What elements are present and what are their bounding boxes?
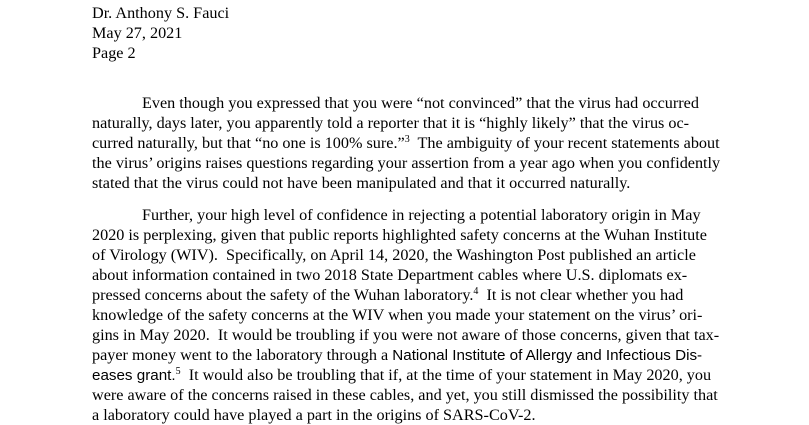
letter-header <box>92 3 229 63</box>
paragraph-line: knowledge of the safety concerns at the WIV when you made your statement on the virus’ ori- <box>92 306 703 324</box>
footnote-ref-4: 4 <box>473 286 479 297</box>
paragraph-line: were aware of the concerns raised in these cables, and yet, you still dismissed the possibility that <box>92 386 718 404</box>
nih-grant-link-continued[interactable]: eases grant. <box>92 367 176 384</box>
paragraph-line: the virus’ origins raises questions regarding your assertion from a year ago when you confidently <box>92 154 721 172</box>
paragraph-line <box>92 285 732 305</box>
paragraph-line: of Virology (WIV). Specifically, on April 14, 2020, the Washington Post published an article <box>92 246 696 264</box>
text-span: It would also be troubling that if, at the time of your statement in May 2020, you <box>180 366 712 384</box>
paragraph-2 <box>92 205 732 425</box>
text-span: payer money went to the laboratory through a <box>92 346 393 364</box>
paragraph-line: Further, your high level of confidence in rejecting a potential laboratory origin in May <box>142 206 701 224</box>
paragraph-line: Even though you expressed that you were “not convinced” that the virus had occurred <box>142 94 699 112</box>
text-span: It is not clear whether you had <box>478 286 684 304</box>
paragraph-line: a laboratory could have played a part in the origins of SARS-CoV-2. <box>92 406 536 424</box>
page-number: Page 2 <box>92 44 136 62</box>
paragraph-line: gins in May 2020. It would be troubling if you were not aware of those concerns, given that tax- <box>92 326 720 344</box>
footnote-ref-5: 5 <box>175 366 181 377</box>
nih-grant-link[interactable]: National Institute of Allergy and Infectious Dis- <box>392 347 703 364</box>
letter-date: May 27, 2021 <box>92 24 183 42</box>
paragraph-1 <box>92 93 732 193</box>
paragraph-line <box>92 133 732 153</box>
paragraph-line: stated that the virus could not have been manipulated and that it occurred naturally. <box>92 174 631 192</box>
text-span: curred naturally, but that “no one is 100% sure.” <box>92 134 405 152</box>
paragraph-line: 2020 is perplexing, given that public reports highlighted safety concerns at the Wuhan Institute <box>92 226 707 244</box>
paragraph-line <box>92 345 732 365</box>
paragraph-line: naturally, days later, you apparently told a reporter that it is “highly likely” that the virus oc- <box>92 114 690 132</box>
footnote-ref-3: 3 <box>404 134 410 145</box>
recipient-name: Dr. Anthony S. Fauci <box>92 4 230 22</box>
text-span: The ambiguity of your recent statements about <box>409 134 720 152</box>
paragraph-line: about information contained in two 2018 State Department cables where U.S. diplomats ex- <box>92 266 688 284</box>
text-span: pressed concerns about the safety of the Wuhan laboratory. <box>92 286 474 304</box>
paragraph-line <box>92 365 732 385</box>
